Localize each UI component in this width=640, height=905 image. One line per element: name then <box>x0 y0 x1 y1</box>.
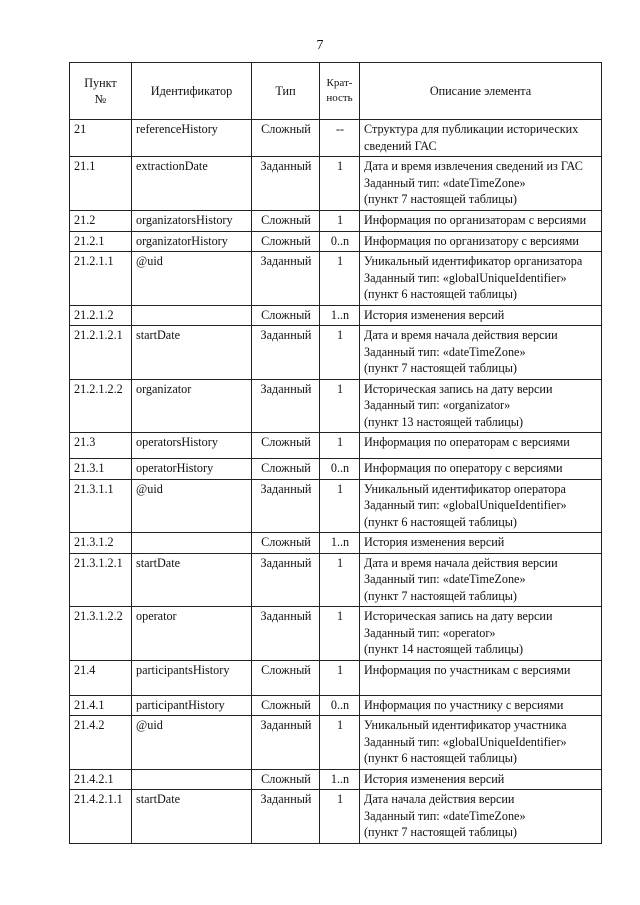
cell-type: Заданный <box>252 326 320 380</box>
cell-identifier: participantsHistory <box>132 660 252 695</box>
cell-type: Заданный <box>252 716 320 770</box>
table-row <box>70 326 602 380</box>
table-row <box>70 479 602 533</box>
table-row <box>70 433 602 459</box>
cell-identifier: referenceHistory <box>132 120 252 157</box>
table-row <box>70 769 602 790</box>
description-line: Заданный тип: «dateTimeZone» <box>364 572 526 586</box>
cell-description <box>360 479 602 533</box>
cell-multiplicity: 1 <box>320 479 360 533</box>
cell-identifier: @uid <box>132 479 252 533</box>
cell-type: Сложный <box>252 120 320 157</box>
cell-description <box>360 769 602 790</box>
cell-description <box>360 326 602 380</box>
cell-point-number: 21.3.1.2.2 <box>70 607 132 661</box>
cell-identifier: participantHistory <box>132 695 252 716</box>
table-row <box>70 716 602 770</box>
cell-description <box>360 533 602 554</box>
description-line: Заданный тип: «organizator» <box>364 398 511 412</box>
cell-multiplicity: 1..n <box>320 533 360 554</box>
description-line: История изменения версий <box>364 535 505 549</box>
description-line: (пункт 6 настоящей таблицы) <box>364 514 517 529</box>
cell-type: Сложный <box>252 660 320 695</box>
cell-identifier <box>132 769 252 790</box>
cell-type: Заданный <box>252 157 320 211</box>
table-row <box>70 660 602 695</box>
description-line: Заданный тип: «globalUniqueIdentifier» <box>364 498 567 512</box>
cell-multiplicity: 0..n <box>320 231 360 252</box>
cell-multiplicity: 1 <box>320 660 360 695</box>
description-line: Структура для публикации исторических <box>364 122 579 136</box>
cell-type: Сложный <box>252 305 320 326</box>
description-line: Уникальный идентификатор участника <box>364 718 567 732</box>
cell-identifier: organizator <box>132 379 252 433</box>
header-type: Тип <box>252 63 320 120</box>
cell-point-number: 21.3.1.2 <box>70 533 132 554</box>
cell-type: Сложный <box>252 210 320 231</box>
table-row <box>70 210 602 231</box>
cell-type: Заданный <box>252 607 320 661</box>
description-line: Заданный тип: «globalUniqueIdentifier» <box>364 734 567 749</box>
cell-identifier: @uid <box>132 716 252 770</box>
cell-point-number: 21.1 <box>70 157 132 211</box>
description-line: Историческая запись на дату версии <box>364 609 553 623</box>
cell-type: Заданный <box>252 252 320 306</box>
cell-point-number: 21.3.1.1 <box>70 479 132 533</box>
cell-multiplicity: 1 <box>320 326 360 380</box>
description-line: Дата начала действия версии <box>364 792 515 806</box>
cell-type: Сложный <box>252 533 320 554</box>
cell-description <box>360 695 602 716</box>
header-multiplicity <box>320 63 360 120</box>
description-line: Заданный тип: «dateTimeZone» <box>364 175 526 190</box>
cell-point-number: 21.4.2.1.1 <box>70 790 132 844</box>
description-line: (пункт 7 настоящей таблицы) <box>364 825 517 839</box>
cell-description <box>360 157 602 211</box>
description-line: Информация по участнику с версиями <box>364 697 564 712</box>
cell-description <box>360 553 602 607</box>
cell-description <box>360 433 602 459</box>
description-line: сведений ГАС <box>364 138 437 153</box>
cell-point-number: 21.4.2 <box>70 716 132 770</box>
table-row <box>70 252 602 306</box>
header-point <box>70 63 132 120</box>
description-line: Дата и время начала действия версии <box>364 555 558 570</box>
cell-point-number: 21.3 <box>70 433 132 459</box>
cell-multiplicity: 1..n <box>320 769 360 790</box>
cell-description <box>360 459 602 480</box>
cell-description <box>360 790 602 844</box>
description-line: Заданный тип: «dateTimeZone» <box>364 808 526 823</box>
cell-point-number: 21.2 <box>70 210 132 231</box>
description-line: (пункт 7 настоящей таблицы) <box>364 361 517 375</box>
cell-multiplicity: 1 <box>320 716 360 770</box>
header-description: Описание элемента <box>360 63 602 120</box>
cell-identifier <box>132 305 252 326</box>
table-header-row <box>70 63 602 120</box>
cell-identifier: organizatorsHistory <box>132 210 252 231</box>
description-line: Уникальный идентификатор организатора <box>364 254 583 268</box>
header-mult-line1: Крат- <box>326 77 353 89</box>
description-line: (пункт 14 настоящей таблицы) <box>364 642 524 656</box>
cell-point-number: 21.4.1 <box>70 695 132 716</box>
cell-identifier: @uid <box>132 252 252 306</box>
cell-type: Заданный <box>252 790 320 844</box>
cell-point-number: 21.2.1.2.1 <box>70 326 132 380</box>
table-row <box>70 157 602 211</box>
cell-identifier: organizatorHistory <box>132 231 252 252</box>
table-row <box>70 231 602 252</box>
description-line: (пункт 6 настоящей таблицы) <box>364 287 517 301</box>
header-identifier: Идентификатор <box>132 63 252 120</box>
description-line: Заданный тип: «globalUniqueIdentifier» <box>364 270 567 285</box>
cell-point-number: 21.4 <box>70 660 132 695</box>
description-line: (пункт 6 настоящей таблицы) <box>364 751 517 765</box>
cell-description <box>360 660 602 695</box>
cell-point-number: 21.2.1.2.2 <box>70 379 132 433</box>
cell-multiplicity: 1 <box>320 790 360 844</box>
cell-multiplicity: 1..n <box>320 305 360 326</box>
cell-identifier: extractionDate <box>132 157 252 211</box>
cell-description <box>360 210 602 231</box>
description-line: (пункт 7 настоящей таблицы) <box>364 192 517 206</box>
cell-multiplicity: 1 <box>320 157 360 211</box>
cell-description <box>360 120 602 157</box>
header-point-line2: № <box>94 92 107 106</box>
cell-description <box>360 305 602 326</box>
description-line: Информация по оператору с версиями <box>364 461 563 475</box>
description-line: Информация по организаторам с версиями <box>364 212 587 227</box>
cell-type: Заданный <box>252 553 320 607</box>
description-line: Дата и время извлечения сведений из ГАС <box>364 159 583 173</box>
header-point-line1: Пункт <box>84 75 117 90</box>
cell-multiplicity: 1 <box>320 252 360 306</box>
table-row <box>70 607 602 661</box>
table-row <box>70 553 602 607</box>
table-row <box>70 379 602 433</box>
description-line: (пункт 13 настоящей таблицы) <box>364 414 524 429</box>
page-number: 7 <box>316 38 324 53</box>
cell-identifier: startDate <box>132 790 252 844</box>
cell-multiplicity: 1 <box>320 433 360 459</box>
description-line: Уникальный идентификатор оператора <box>364 481 566 496</box>
cell-multiplicity: -- <box>320 120 360 157</box>
cell-multiplicity: 1 <box>320 210 360 231</box>
description-line: Заданный тип: «dateTimeZone» <box>364 344 526 359</box>
table-row <box>70 120 602 157</box>
cell-multiplicity: 1 <box>320 379 360 433</box>
cell-identifier: operatorsHistory <box>132 433 252 459</box>
cell-type: Заданный <box>252 479 320 533</box>
cell-multiplicity: 1 <box>320 553 360 607</box>
cell-description <box>360 231 602 252</box>
cell-identifier: operatorHistory <box>132 459 252 480</box>
cell-point-number: 21.3.1 <box>70 459 132 480</box>
cell-point-number: 21.3.1.2.1 <box>70 553 132 607</box>
description-line: Информация по организатору с версиями <box>364 233 579 248</box>
description-line: История изменения версий <box>364 307 505 322</box>
header-mult-line2: ность <box>326 92 353 104</box>
description-line: История изменения версий <box>364 771 505 786</box>
description-line: Информация по участникам с версиями <box>364 662 571 677</box>
cell-point-number: 21.4.2.1 <box>70 769 132 790</box>
cell-identifier: startDate <box>132 553 252 607</box>
description-line: Историческая запись на дату версии <box>364 381 553 396</box>
cell-description <box>360 252 602 306</box>
cell-point-number: 21.2.1.1 <box>70 252 132 306</box>
description-line: Информация по операторам с версиями <box>364 435 570 449</box>
table-row <box>70 533 602 554</box>
element-spec-table <box>69 62 602 844</box>
cell-type: Сложный <box>252 769 320 790</box>
cell-description <box>360 716 602 770</box>
cell-identifier: startDate <box>132 326 252 380</box>
cell-type: Сложный <box>252 459 320 480</box>
cell-multiplicity: 0..n <box>320 459 360 480</box>
table-row <box>70 305 602 326</box>
cell-description <box>360 607 602 661</box>
table-row <box>70 695 602 716</box>
description-line: (пункт 7 настоящей таблицы) <box>364 588 517 603</box>
cell-type: Сложный <box>252 433 320 459</box>
cell-point-number: 21 <box>70 120 132 157</box>
table-row <box>70 459 602 480</box>
cell-point-number: 21.2.1 <box>70 231 132 252</box>
cell-multiplicity: 0..n <box>320 695 360 716</box>
cell-type: Сложный <box>252 231 320 252</box>
cell-identifier: operator <box>132 607 252 661</box>
description-line: Заданный тип: «operator» <box>364 625 496 640</box>
cell-multiplicity: 1 <box>320 607 360 661</box>
cell-point-number: 21.2.1.2 <box>70 305 132 326</box>
cell-type: Заданный <box>252 379 320 433</box>
cell-type: Сложный <box>252 695 320 716</box>
description-line: Дата и время начала действия версии <box>364 328 558 342</box>
table-row <box>70 790 602 844</box>
cell-identifier <box>132 533 252 554</box>
cell-description <box>360 379 602 433</box>
